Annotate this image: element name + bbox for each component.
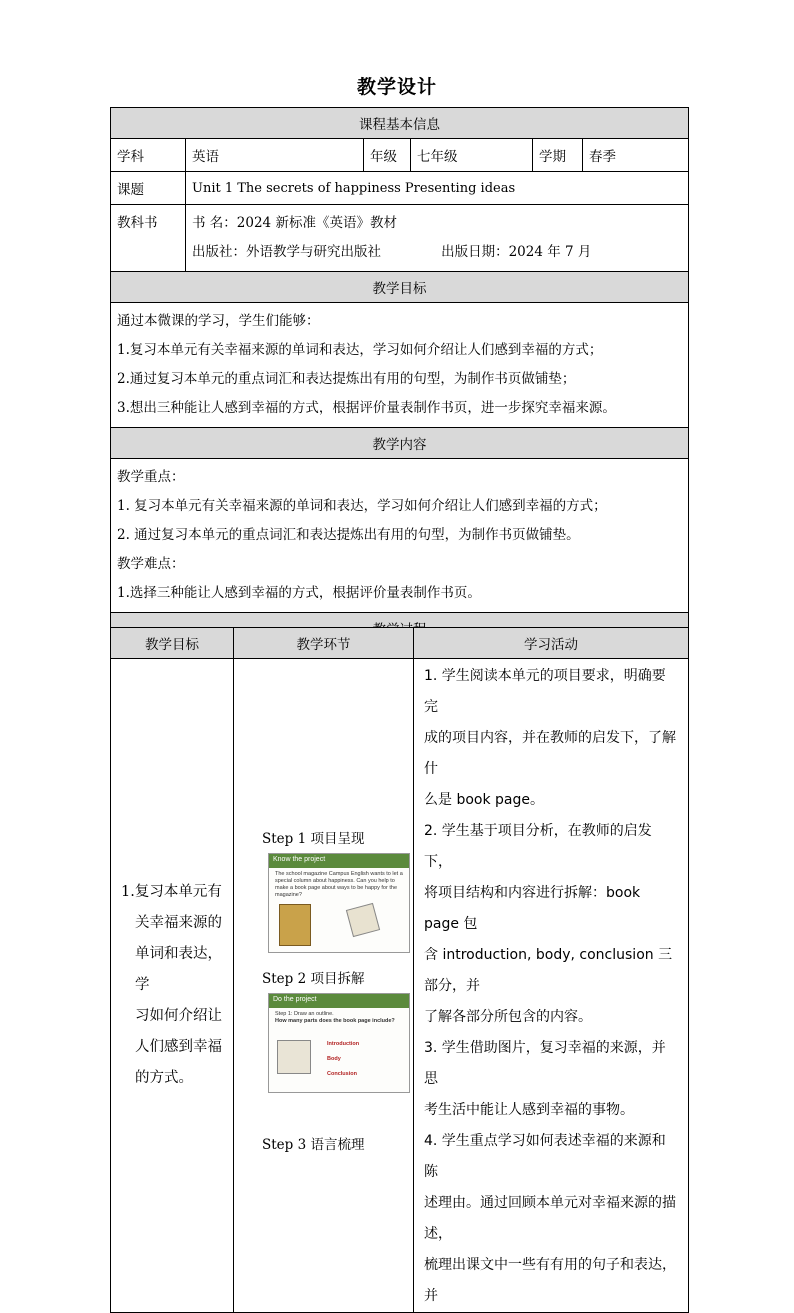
grade-label: 年级 — [364, 139, 411, 172]
content-line: 1.选择三种能让人感到幸福的方式，根据评价量表制作书页。 — [117, 585, 481, 601]
document-title: 教学设计 — [356, 76, 437, 98]
step1-slide-image — [268, 853, 410, 953]
process-table — [110, 627, 689, 1313]
goal-line: 关幸福来源的 — [135, 915, 222, 931]
activity-line: 了解各部分所包含的内容。 — [424, 1009, 592, 1025]
book-photo — [277, 1040, 311, 1074]
goal-line: 的方式。 — [135, 1070, 193, 1086]
activity-line: 4. 学生重点学习如何表述幸福的来源和陈 — [424, 1133, 666, 1180]
outline-conclusion: Conclusion — [327, 1070, 357, 1077]
objectives-body — [111, 303, 689, 428]
content-line: 2. 通过复习本单元的重点词汇和表达提炼出有用的句型，为制作书页做铺垫。 — [117, 527, 580, 543]
goal-line: 单词和表达，学 — [135, 946, 222, 993]
process-col-activity: 学习活动 — [414, 628, 689, 659]
section-basic-info: 课程基本信息 — [111, 108, 689, 139]
content-line: 1. 复习本单元有关幸福来源的单词和表达，学习如何介绍让人们感到幸福的方式； — [117, 498, 607, 514]
slide2-title: Do the project — [273, 995, 317, 1003]
section-objectives: 教学目标 — [111, 272, 689, 303]
objective-line: 3.想出三种能让人感到幸福的方式，根据评价量表制作书页，进一步探究幸福来源。 — [117, 400, 616, 416]
slide2-sub: Step 1: Draw an outline. — [275, 1010, 334, 1017]
step3-label: Step 3 语言梳理 — [262, 1136, 365, 1153]
textbook-name: 书 名：2024 新标准《英语》教材 — [192, 215, 397, 231]
process-goal-cell — [111, 659, 234, 1313]
activity-line: 1. 学生阅读本单元的项目要求，明确要完 — [424, 668, 666, 715]
activity-text — [420, 661, 682, 1312]
magazine-cover-image — [279, 904, 311, 946]
textbook-label: 教科书 — [111, 205, 186, 272]
outline-intro: Introduction — [327, 1040, 360, 1047]
textbook-info — [186, 205, 689, 272]
objective-line: 通过本微课的学习，学生们能够： — [117, 313, 320, 329]
section-content: 教学内容 — [111, 428, 689, 459]
activity-line: 成的项目内容，并在教师的启发下，了解什 — [424, 730, 676, 777]
content-body — [111, 459, 689, 613]
lesson-plan-table — [110, 107, 689, 644]
slide2-question: How many parts does the book page include? — [275, 1017, 395, 1024]
process-col-step: 教学环节 — [234, 628, 414, 659]
activity-line: 梳理出课文中一些有有用的句子和表达，并 — [424, 1257, 676, 1304]
slide1-title: Know the project — [273, 855, 326, 863]
step2-label: Step 2 项目拆解 — [262, 970, 365, 987]
outline-body: Body — [327, 1055, 341, 1062]
book-image — [346, 902, 380, 936]
goal-line: 人们感到幸福 — [135, 1039, 222, 1055]
process-goal-text — [117, 877, 227, 1094]
activity-line: 述理由。通过回顾本单元对幸福来源的描述， — [424, 1195, 676, 1242]
grade-value: 七年级 — [411, 139, 533, 172]
activity-line: 2. 学生基于项目分析，在教师的启发下， — [424, 823, 652, 870]
goal-line: 1.复习本单元有 — [121, 884, 222, 900]
content-line: 教学难点： — [117, 556, 185, 572]
subject-label: 学科 — [111, 139, 186, 172]
term-label: 学期 — [533, 139, 583, 172]
objective-line: 1.复习本单元有关幸福来源的单词和表达，学习如何介绍让人们感到幸福的方式； — [117, 342, 603, 358]
process-col-goal: 教学目标 — [111, 628, 234, 659]
process-step-cell — [234, 659, 414, 1313]
subject-value: 英语 — [186, 139, 364, 172]
textbook-publisher: 出版社：外语教学与研究出版社 出版日期：2024 年 7 月 — [192, 244, 592, 260]
objective-line: 2.通过复习本单元的重点词汇和表达提炼出有用的句型，为制作书页做铺垫； — [117, 371, 576, 387]
topic-label: 课题 — [111, 172, 186, 205]
activity-line: 将项目结构和内容进行拆解：book page 包 — [424, 885, 641, 932]
slide1-text: The school magazine Campus English wants to let a special column about happiness. Can you help to make a book page about ways to be happy for the magazine? — [275, 870, 403, 898]
term-value: 春季 — [583, 139, 689, 172]
content-line: 教学重点： — [117, 469, 185, 485]
topic-value: Unit 1 The secrets of happiness Presenting ideas — [186, 172, 689, 205]
step2-slide-image — [268, 993, 410, 1093]
goal-line: 习如何介绍让 — [135, 1008, 222, 1024]
process-activity-cell — [414, 659, 689, 1313]
step1-label: Step 1 项目呈现 — [262, 830, 365, 847]
activity-line: 含 introduction, body, conclusion 三部分，并 — [424, 947, 673, 994]
activity-line: 3. 学生借助图片，复习幸福的来源，并思 — [424, 1040, 666, 1087]
activity-line: 么是 book page。 — [424, 792, 544, 808]
activity-line: 考生活中能让人感到幸福的事物。 — [424, 1102, 634, 1118]
